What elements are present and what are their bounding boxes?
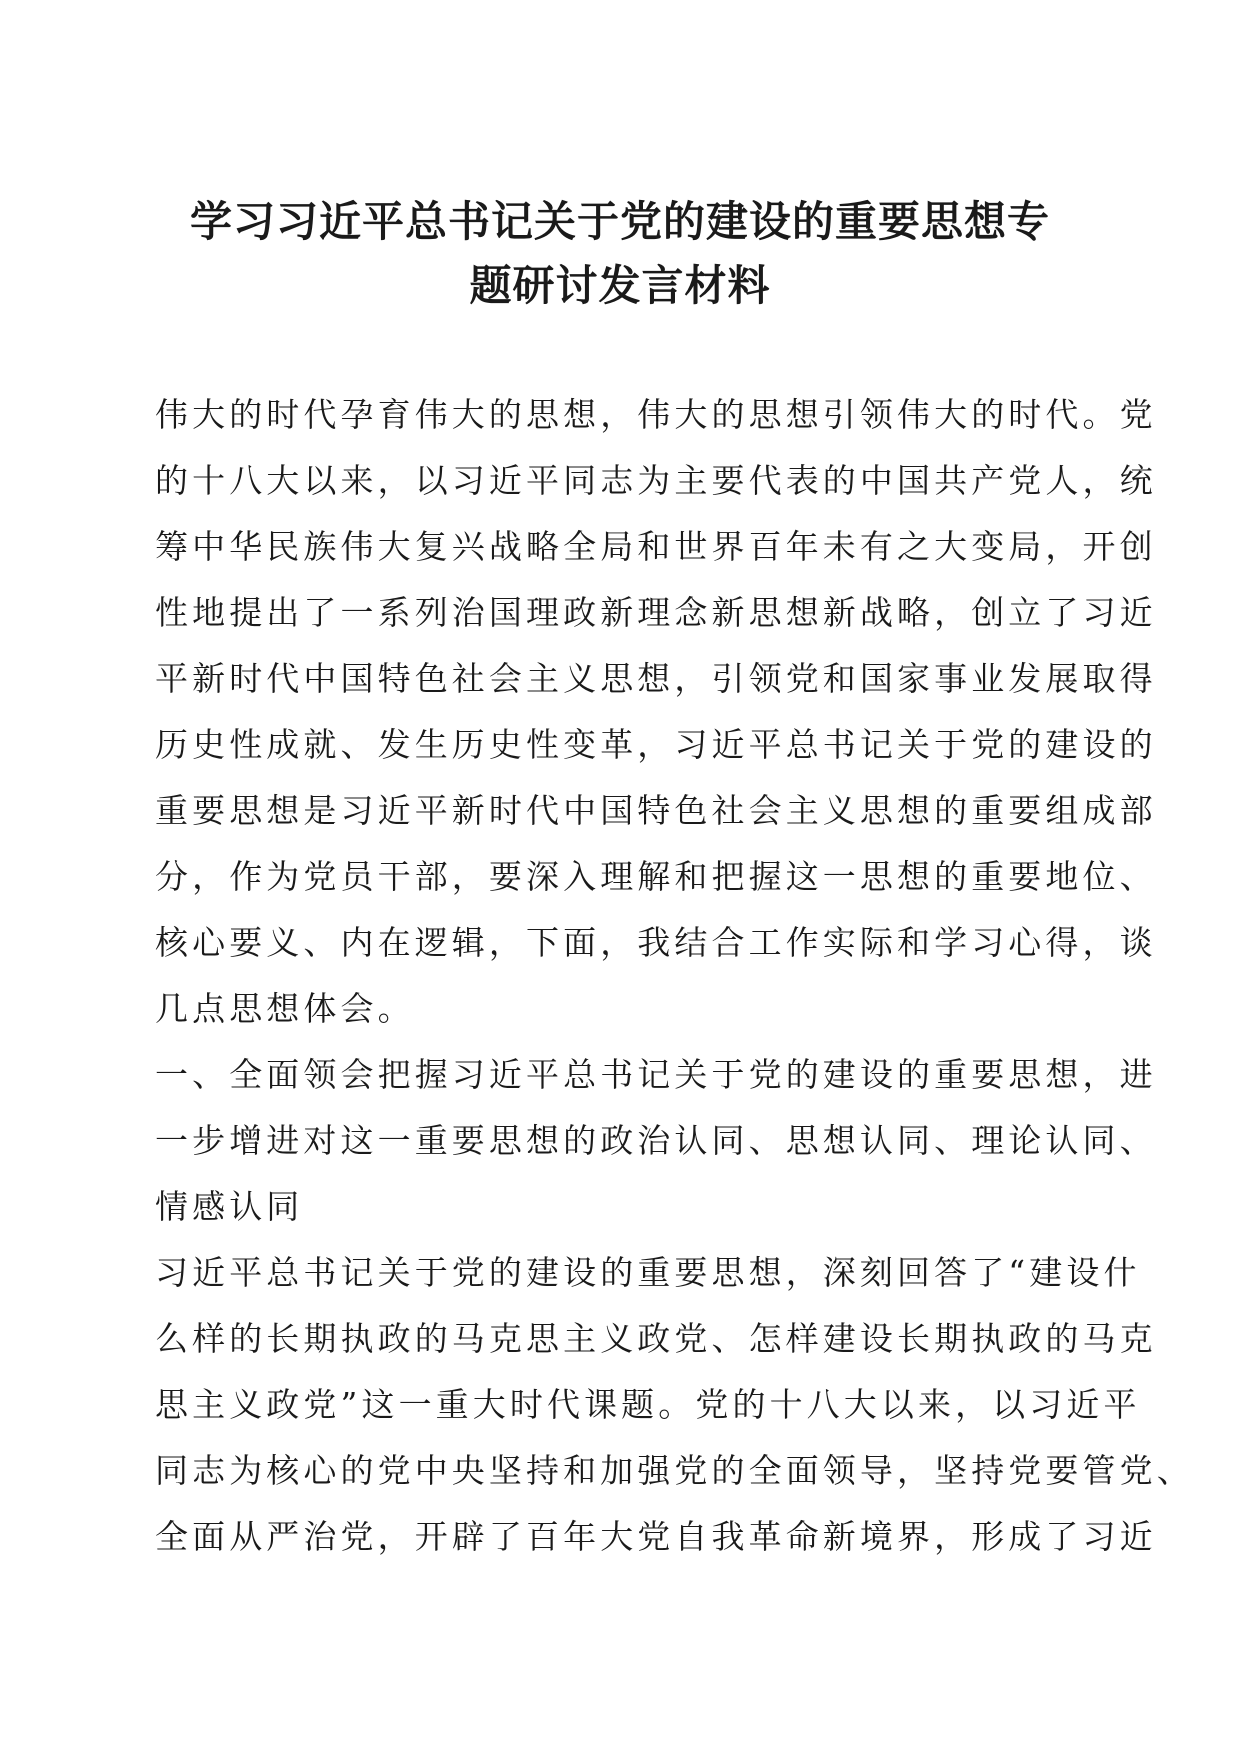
document-title-line-2: 题研讨发言材料 — [469, 261, 771, 310]
section-heading-line: 一步增进对这一重要思想的政治认同、思想认同、理论认同、 — [155, 1121, 1157, 1160]
document-body — [155, 382, 1194, 1570]
body-line: 筹中华民族伟大复兴战略全局和世界百年未有之大变局，开创 — [155, 527, 1157, 566]
body-line: 么样的长期执政的马克思主义政党、怎样建设长期执政的马克 — [155, 1319, 1157, 1358]
body-line: 历史性成就、发生历史性变革，习近平总书记关于党的建设的 — [155, 725, 1157, 764]
body-line: 性地提出了一系列治国理政新理念新思想新战略，创立了习近 — [155, 593, 1157, 632]
body-line: 平新时代中国特色社会主义思想，引领党和国家事业发展取得 — [155, 659, 1157, 698]
body-line: 同志为核心的党中央坚持和加强党的全面领导，坚持党要管党、 — [155, 1451, 1194, 1490]
section-heading-line: 情感认同 — [155, 1187, 304, 1226]
body-line: 核心要义、内在逻辑，下面，我结合工作实际和学习心得，谈 — [155, 923, 1157, 962]
body-line: 伟大的时代孕育伟大的思想，伟大的思想引领伟大的时代。党 — [155, 395, 1157, 434]
body-line: 的十八大以来，以习近平同志为主要代表的中国共产党人，统 — [155, 461, 1157, 500]
section-heading-line: 一、全面领会把握习近平总书记关于党的建设的重要思想，进 — [155, 1055, 1157, 1094]
body-line: 思主义政党”这一重大时代课题。党的十八大以来，以习近平 — [155, 1385, 1141, 1424]
body-line: 分，作为党员干部，要深入理解和把握这一思想的重要地位、 — [155, 857, 1157, 896]
body-line: 习近平总书记关于党的建设的重要思想，深刻回答了“建设什 — [155, 1253, 1141, 1292]
body-line: 几点思想体会。 — [155, 989, 415, 1028]
body-line: 重要思想是习近平新时代中国特色社会主义思想的重要组成部 — [155, 791, 1157, 830]
body-line: 全面从严治党，开辟了百年大党自我革命新境界，形成了习近 — [155, 1517, 1157, 1556]
document-title-line-1: 学习习近平总书记关于党的建设的重要思想专 — [189, 197, 1050, 246]
